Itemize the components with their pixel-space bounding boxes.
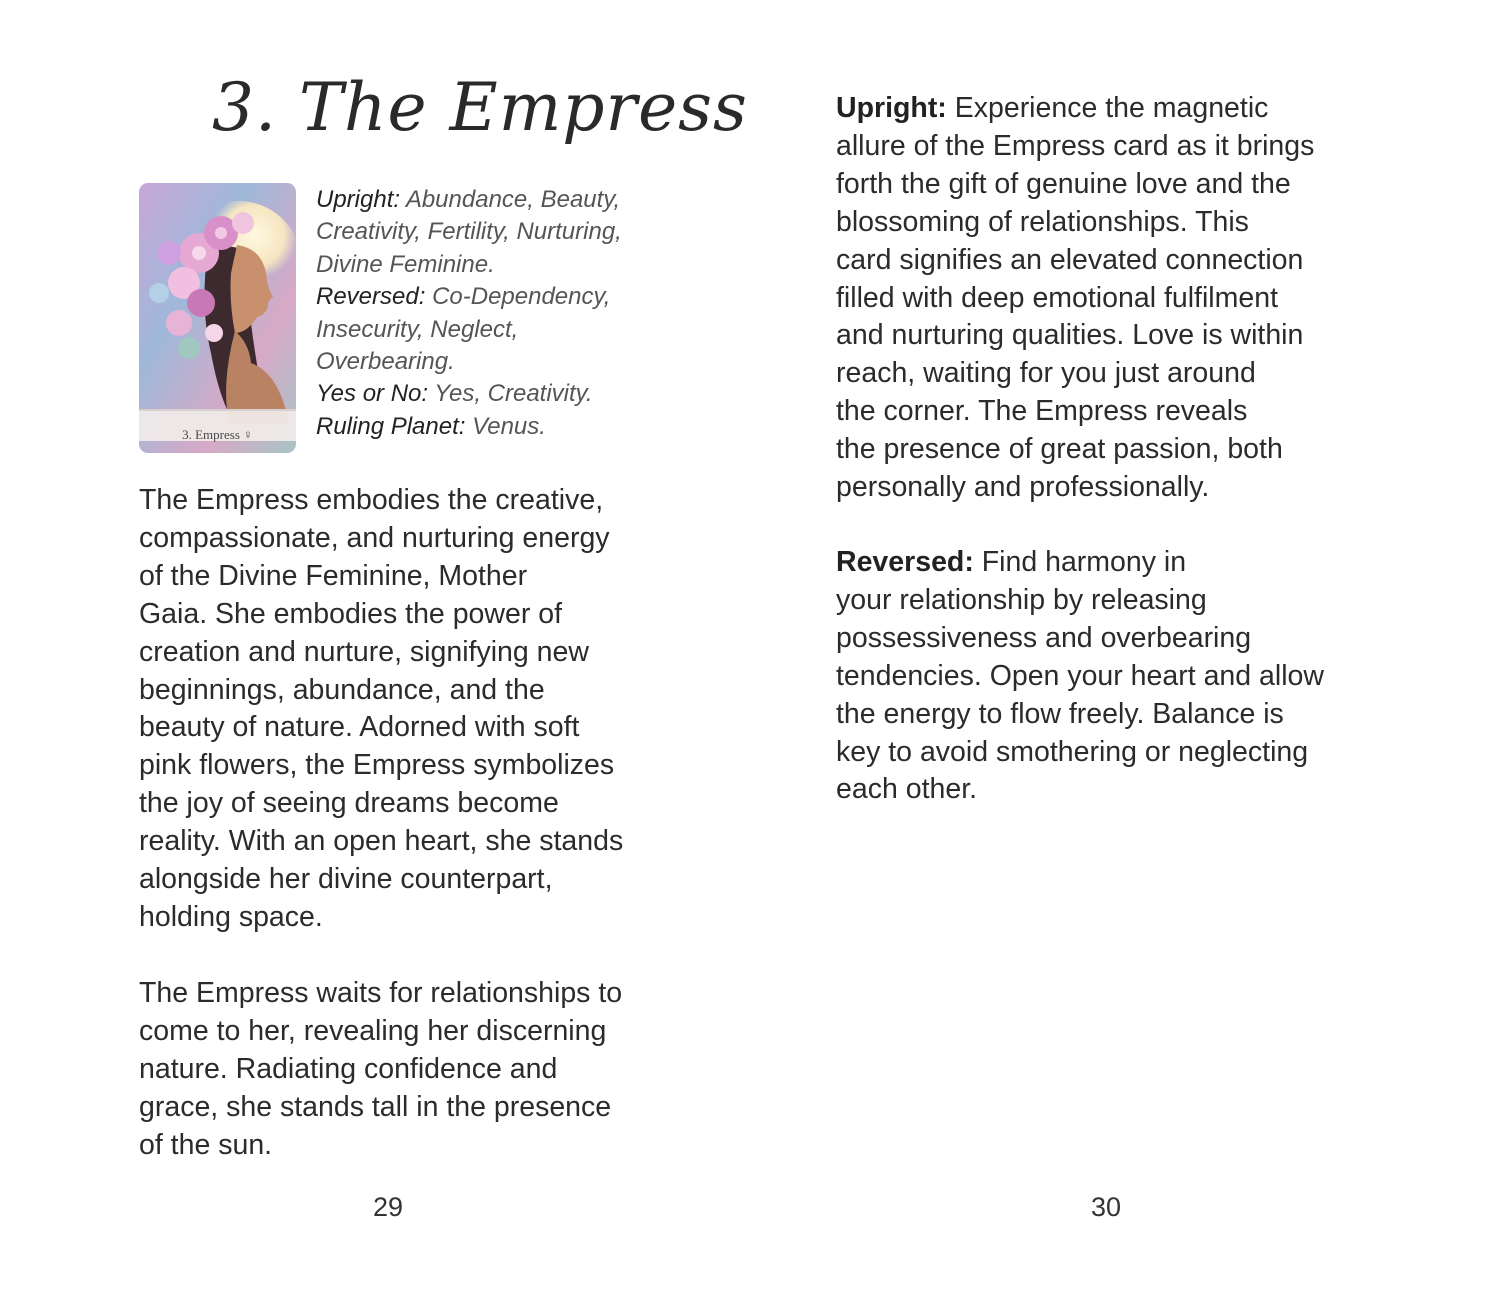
paragraph-line: the joy of seeing dreams become: [139, 787, 559, 820]
paragraph-line: The Empress waits for relationships to: [139, 977, 623, 1009]
paragraph-line: filled with deep emotional fulfilment: [836, 281, 1278, 314]
paragraph-line: holding space.: [139, 900, 323, 933]
left-paragraph-2: [139, 975, 622, 1165]
left-paragraph-1: [139, 482, 623, 937]
paragraph-line: allure of the Empress card as it brings: [836, 129, 1315, 162]
upright-paragraph: [836, 90, 1314, 507]
paragraph-line: compassionate, and nurturing energy: [139, 521, 610, 554]
meta-yesno-line: [316, 378, 686, 410]
paragraph-line: card signifies an elevated connection: [836, 243, 1304, 276]
paragraph-line: pink flowers, the Empress symbolizes: [139, 749, 615, 782]
yesno-label: Yes or No:: [316, 380, 429, 408]
paragraph-line: personally and professionally.: [836, 471, 1210, 504]
meta-planet-line: [316, 411, 686, 443]
upright-value-1: Abundance, Beauty,: [405, 186, 621, 213]
paragraph-line: the energy to flow freely. Balance is: [836, 697, 1284, 730]
paragraph-line: of the Divine Feminine, Mother: [139, 559, 528, 592]
meta-reversed-line-1: [316, 281, 686, 313]
paragraph-line: of the sun.: [139, 1128, 273, 1161]
paragraph-line: each other.: [836, 773, 978, 806]
empress-card-image: [139, 183, 296, 453]
reversed-value-1: Co-Dependency,: [432, 283, 611, 311]
paragraph-line: come to her, revealing her discerning: [139, 1014, 607, 1047]
reversed-paragraph: [836, 544, 1324, 809]
paragraph-line: [836, 544, 1324, 582]
card-meta: [316, 184, 686, 443]
page-number: 29: [373, 1192, 404, 1222]
page-number: 30: [1091, 1192, 1122, 1222]
paragraph-line: [836, 90, 1314, 128]
reversed-value-3: Overbearing.: [316, 348, 455, 376]
paragraph-line: tendencies. Open your heart and allow: [836, 659, 1324, 692]
paragraph-line: your relationship by releasing: [836, 583, 1207, 616]
paragraph-line: the presence of great passion, both: [836, 433, 1283, 466]
paragraph-line: reality. With an open heart, she stands: [139, 825, 624, 858]
paragraph-line: blossoming of relationships. This: [836, 205, 1249, 238]
paragraph-line: alongside her divine counterpart,: [139, 863, 553, 896]
card-caption: 3. Empress ♀: [182, 427, 253, 442]
upright-value-3: Divine Feminine.: [316, 250, 495, 278]
paragraph-line: grace, she stands tall in the presence: [139, 1090, 612, 1123]
yesno-value: Yes, Creativity.: [434, 380, 593, 408]
paragraph-line: beginnings, abundance, and the: [139, 673, 545, 706]
paragraph-line: Gaia. She embodies the power of: [139, 597, 563, 630]
paragraph-text: Find harmony in: [973, 546, 1187, 578]
meta-upright-line-1: [316, 184, 686, 216]
page-title: 3. The Empress: [212, 69, 748, 146]
planet-label: Ruling Planet:: [316, 412, 466, 440]
paragraph-line: reach, waiting for you just around: [836, 357, 1256, 390]
reversed-heading: Reversed:: [836, 546, 974, 578]
paragraph-line: The Empress embodies the creative,: [139, 484, 604, 516]
reversed-value-2: Insecurity, Neglect,: [316, 315, 519, 343]
upright-heading: Upright:: [836, 92, 947, 124]
paragraph-line: beauty of nature. Adorned with soft: [139, 711, 580, 744]
paragraph-line: key to avoid smothering or neglecting: [836, 735, 1309, 768]
paragraph-line: the corner. The Empress reveals: [836, 395, 1248, 428]
reversed-label: Reversed:: [316, 283, 426, 311]
planet-value: Venus.: [472, 412, 546, 440]
paragraph-text: Experience the magnetic: [946, 92, 1269, 124]
paragraph-line: forth the gift of genuine love and the: [836, 167, 1291, 200]
paragraph-line: nature. Radiating confidence and: [139, 1052, 558, 1085]
upright-value-2: Creativity, Fertility, Nurturing,: [316, 218, 622, 246]
paragraph-line: creation and nurture, signifying new: [139, 635, 589, 668]
paragraph-line: and nurturing qualities. Love is within: [836, 319, 1304, 352]
right-page: [750, 0, 1500, 1295]
empress-card-illustration-icon: [139, 183, 296, 453]
paragraph-line: possessiveness and overbearing: [836, 621, 1252, 654]
upright-label: Upright:: [316, 186, 401, 213]
